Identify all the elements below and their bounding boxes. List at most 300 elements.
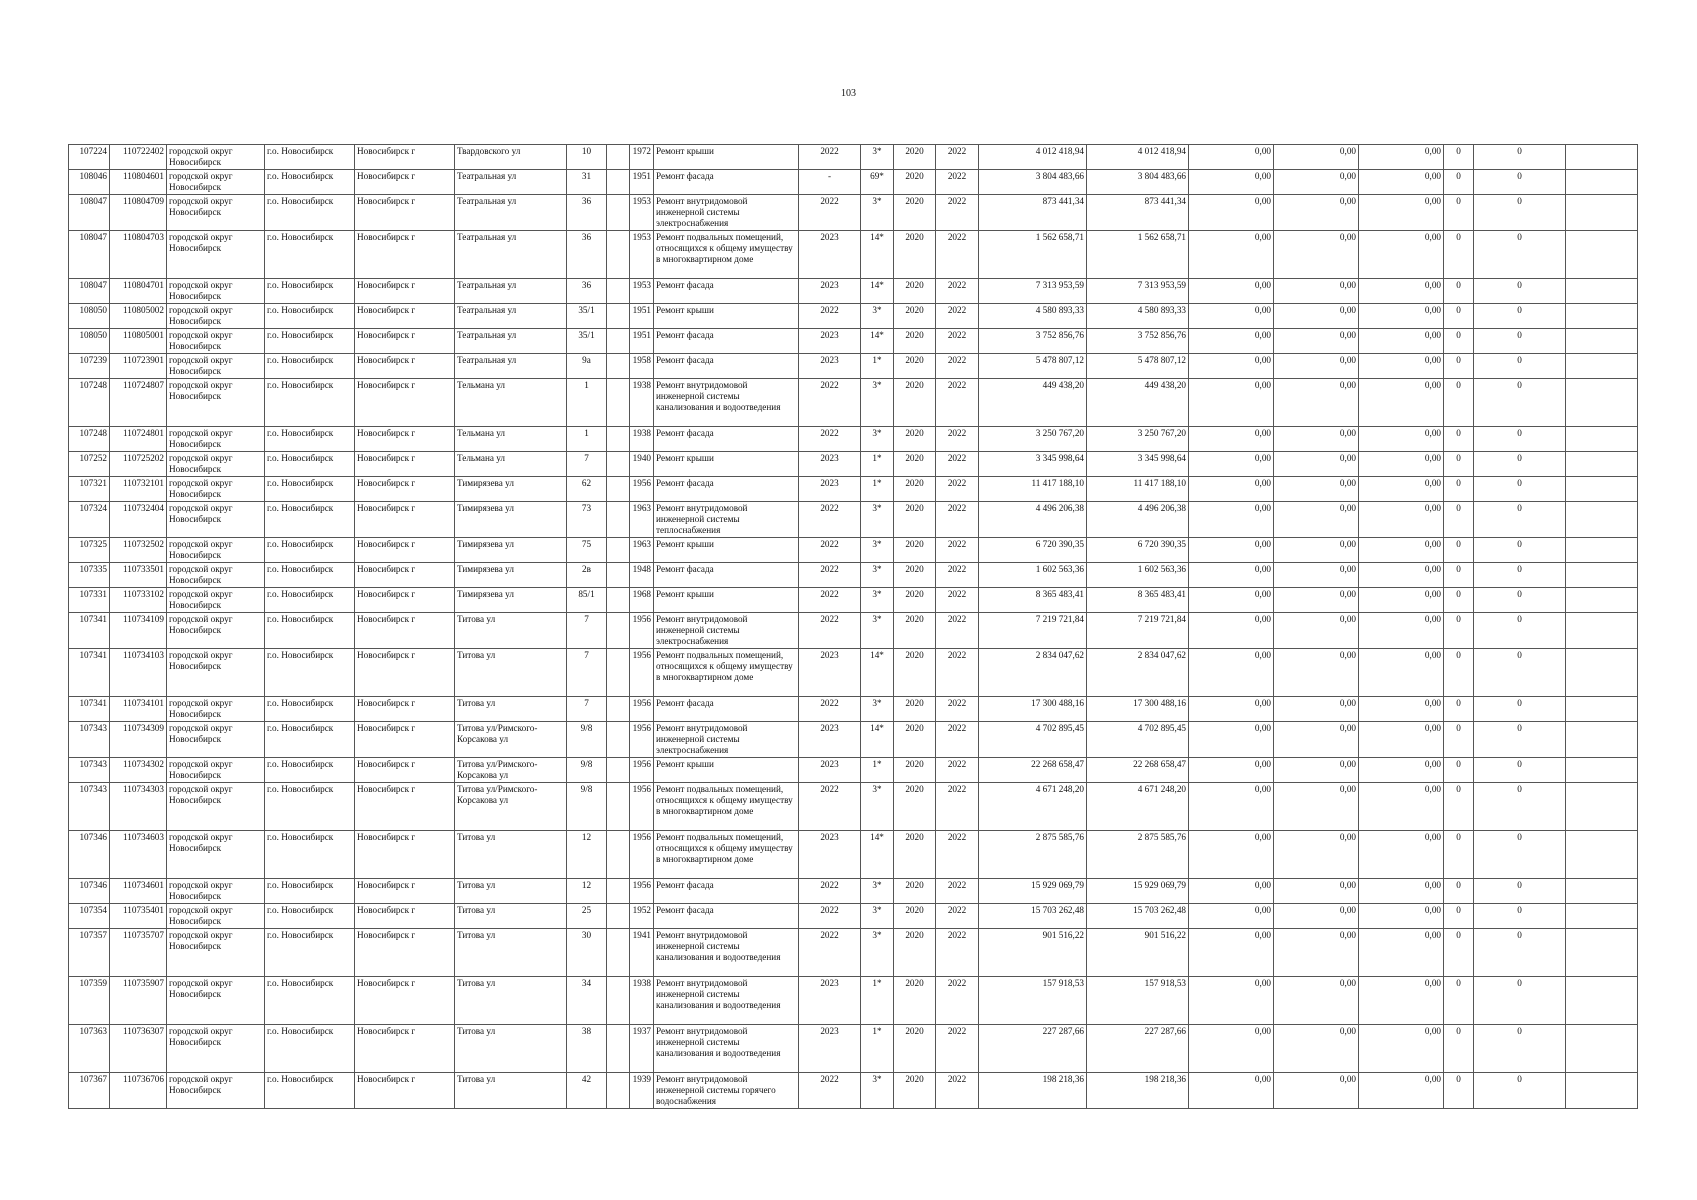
row-city: Новосибирск г (355, 831, 455, 879)
row-n1: 0 (1444, 904, 1474, 929)
row-code: 110804601 (110, 170, 167, 195)
row-code: 110724801 (110, 427, 167, 452)
row-go: г.о. Новосибирск (265, 145, 355, 170)
row-street: Театральная ул (455, 170, 567, 195)
row-build-year: 1939 (630, 1073, 654, 1109)
row-city: Новосибирск г (355, 1073, 455, 1109)
page-number: 103 (841, 88, 856, 99)
row-cost-total: 901 516,22 (1087, 929, 1189, 977)
row-fund-1: 0,00 (1189, 538, 1274, 563)
row-cost: 4 702 895,45 (979, 722, 1087, 758)
table-row (69, 649, 1638, 697)
row-fund-2: 0,00 (1274, 379, 1359, 427)
row-n1: 0 (1444, 1025, 1474, 1073)
row-fund-2: 0,00 (1274, 1025, 1359, 1073)
row-house: 12 (567, 831, 607, 879)
row-empty-last (1566, 145, 1638, 170)
row-plan-year: 2022 (799, 427, 861, 452)
row-n1: 0 (1444, 722, 1474, 758)
row-house: 36 (567, 279, 607, 304)
row-empty-last (1566, 354, 1638, 379)
row-empty (607, 477, 630, 502)
row-year-start: 2020 (894, 831, 936, 879)
row-street: Титова ул (455, 613, 567, 649)
row-empty-last (1566, 477, 1638, 502)
row-build-year: 1938 (630, 379, 654, 427)
row-build-year: 1972 (630, 145, 654, 170)
row-n2: 0 (1474, 379, 1566, 427)
row-go: г.о. Новосибирск (265, 304, 355, 329)
row-go: г.о. Новосибирск (265, 427, 355, 452)
row-okrug: городской округ Новосибирск (167, 613, 265, 649)
row-city: Новосибирск г (355, 231, 455, 279)
row-work-type: Ремонт фасада (654, 170, 799, 195)
row-risk: 3* (861, 613, 894, 649)
row-cost: 17 300 488,16 (979, 697, 1087, 722)
row-empty (607, 502, 630, 538)
row-go: г.о. Новосибирск (265, 502, 355, 538)
row-fund-2: 0,00 (1274, 279, 1359, 304)
row-risk: 14* (861, 831, 894, 879)
row-id: 107341 (69, 613, 110, 649)
row-cost-total: 4 580 893,33 (1087, 304, 1189, 329)
row-id: 107357 (69, 929, 110, 977)
row-id: 108047 (69, 195, 110, 231)
row-fund-2: 0,00 (1274, 329, 1359, 354)
row-fund-3: 0,00 (1359, 427, 1444, 452)
row-street: Титова ул (455, 879, 567, 904)
row-street: Тимирязева ул (455, 477, 567, 502)
row-n1: 0 (1444, 477, 1474, 502)
row-street: Титова ул (455, 1073, 567, 1109)
row-n2: 0 (1474, 502, 1566, 538)
row-year-start: 2020 (894, 195, 936, 231)
row-fund-3: 0,00 (1359, 613, 1444, 649)
row-city: Новосибирск г (355, 879, 455, 904)
row-empty (607, 563, 630, 588)
row-go: г.о. Новосибирск (265, 195, 355, 231)
table-row (69, 170, 1638, 195)
row-empty-last (1566, 613, 1638, 649)
row-okrug: городской округ Новосибирск (167, 379, 265, 427)
row-code: 110722402 (110, 145, 167, 170)
row-fund-1: 0,00 (1189, 879, 1274, 904)
row-empty (607, 1025, 630, 1073)
row-go: г.о. Новосибирск (265, 588, 355, 613)
table-row (69, 904, 1638, 929)
row-cost: 3 250 767,20 (979, 427, 1087, 452)
row-okrug: городской округ Новосибирск (167, 170, 265, 195)
register-rows (69, 145, 1638, 1109)
row-city: Новосибирск г (355, 354, 455, 379)
row-cost-total: 5 478 807,12 (1087, 354, 1189, 379)
row-risk: 3* (861, 904, 894, 929)
row-cost: 157 918,53 (979, 977, 1087, 1025)
row-empty (607, 279, 630, 304)
row-code: 110733501 (110, 563, 167, 588)
row-risk: 1* (861, 452, 894, 477)
row-go: г.о. Новосибирск (265, 1073, 355, 1109)
row-fund-3: 0,00 (1359, 758, 1444, 783)
row-empty (607, 613, 630, 649)
row-year-end: 2022 (936, 145, 979, 170)
row-fund-1: 0,00 (1189, 613, 1274, 649)
row-work-type: Ремонт крыши (654, 452, 799, 477)
row-fund-1: 0,00 (1189, 354, 1274, 379)
row-n2: 0 (1474, 929, 1566, 977)
row-build-year: 1956 (630, 831, 654, 879)
row-work-type: Ремонт подвальных помещений, относящихся к общему имуществу в многоквартирном доме (654, 231, 799, 279)
row-work-type: Ремонт внутридомовой инженерной системы канализования и водоотведения (654, 929, 799, 977)
row-cost-total: 4 496 206,38 (1087, 502, 1189, 538)
row-risk: 14* (861, 329, 894, 354)
row-n1: 0 (1444, 1073, 1474, 1109)
row-fund-2: 0,00 (1274, 588, 1359, 613)
row-risk: 3* (861, 929, 894, 977)
row-cost: 2 834 047,62 (979, 649, 1087, 697)
row-empty-last (1566, 279, 1638, 304)
row-build-year: 1968 (630, 588, 654, 613)
row-id: 107354 (69, 904, 110, 929)
row-n1: 0 (1444, 170, 1474, 195)
row-city: Новосибирск г (355, 977, 455, 1025)
row-fund-1: 0,00 (1189, 231, 1274, 279)
row-city: Новосибирск г (355, 538, 455, 563)
row-n2: 0 (1474, 649, 1566, 697)
row-year-start: 2020 (894, 783, 936, 831)
row-work-type: Ремонт фасада (654, 879, 799, 904)
row-plan-year: 2022 (799, 379, 861, 427)
row-house: 34 (567, 977, 607, 1025)
row-empty (607, 379, 630, 427)
row-fund-1: 0,00 (1189, 722, 1274, 758)
row-street: Тельмана ул (455, 427, 567, 452)
row-n1: 0 (1444, 145, 1474, 170)
row-street: Титова ул/Римского-Корсакова ул (455, 722, 567, 758)
row-city: Новосибирск г (355, 195, 455, 231)
row-empty (607, 427, 630, 452)
row-okrug: городской округ Новосибирск (167, 231, 265, 279)
row-okrug: городской округ Новосибирск (167, 722, 265, 758)
row-n1: 0 (1444, 783, 1474, 831)
row-cost-total: 6 720 390,35 (1087, 538, 1189, 563)
row-fund-1: 0,00 (1189, 1025, 1274, 1073)
row-fund-2: 0,00 (1274, 649, 1359, 697)
row-street: Театральная ул (455, 279, 567, 304)
row-year-end: 2022 (936, 354, 979, 379)
row-year-start: 2020 (894, 145, 936, 170)
row-year-start: 2020 (894, 538, 936, 563)
row-code: 110734109 (110, 613, 167, 649)
row-fund-1: 0,00 (1189, 831, 1274, 879)
row-city: Новосибирск г (355, 477, 455, 502)
row-fund-3: 0,00 (1359, 502, 1444, 538)
row-okrug: городской округ Новосибирск (167, 145, 265, 170)
row-plan-year: 2023 (799, 231, 861, 279)
row-year-start: 2020 (894, 649, 936, 697)
table-row (69, 929, 1638, 977)
row-house: 1 (567, 379, 607, 427)
row-year-end: 2022 (936, 783, 979, 831)
row-build-year: 1952 (630, 904, 654, 929)
row-empty (607, 145, 630, 170)
row-fund-1: 0,00 (1189, 279, 1274, 304)
row-empty (607, 195, 630, 231)
row-empty-last (1566, 1073, 1638, 1109)
row-fund-1: 0,00 (1189, 588, 1274, 613)
row-city: Новосибирск г (355, 904, 455, 929)
row-cost-total: 7 219 721,84 (1087, 613, 1189, 649)
row-cost-total: 7 313 953,59 (1087, 279, 1189, 304)
row-fund-3: 0,00 (1359, 329, 1444, 354)
row-build-year: 1938 (630, 977, 654, 1025)
row-id: 107248 (69, 427, 110, 452)
row-empty-last (1566, 929, 1638, 977)
table-row (69, 831, 1638, 879)
row-work-type: Ремонт фасада (654, 427, 799, 452)
row-cost: 3 752 856,76 (979, 329, 1087, 354)
row-cost: 1 602 563,36 (979, 563, 1087, 588)
row-n2: 0 (1474, 329, 1566, 354)
row-id: 107224 (69, 145, 110, 170)
row-year-start: 2020 (894, 304, 936, 329)
row-empty (607, 304, 630, 329)
row-build-year: 1951 (630, 304, 654, 329)
row-plan-year: 2023 (799, 354, 861, 379)
row-year-end: 2022 (936, 879, 979, 904)
table-row (69, 697, 1638, 722)
row-go: г.о. Новосибирск (265, 879, 355, 904)
row-code: 110736307 (110, 1025, 167, 1073)
row-empty-last (1566, 304, 1638, 329)
row-plan-year: 2023 (799, 279, 861, 304)
row-fund-1: 0,00 (1189, 452, 1274, 477)
row-risk: 1* (861, 354, 894, 379)
row-cost: 449 438,20 (979, 379, 1087, 427)
table-row (69, 563, 1638, 588)
row-work-type: Ремонт крыши (654, 538, 799, 563)
row-n1: 0 (1444, 279, 1474, 304)
row-house: 38 (567, 1025, 607, 1073)
row-risk: 14* (861, 649, 894, 697)
row-fund-2: 0,00 (1274, 563, 1359, 588)
row-cost-total: 3 345 998,64 (1087, 452, 1189, 477)
row-year-start: 2020 (894, 879, 936, 904)
row-empty-last (1566, 1025, 1638, 1073)
row-build-year: 1938 (630, 427, 654, 452)
row-id: 107367 (69, 1073, 110, 1109)
row-work-type: Ремонт фасада (654, 279, 799, 304)
row-code: 110734101 (110, 697, 167, 722)
row-go: г.о. Новосибирск (265, 329, 355, 354)
row-house: 62 (567, 477, 607, 502)
row-id: 108050 (69, 329, 110, 354)
row-plan-year: 2022 (799, 613, 861, 649)
row-empty (607, 231, 630, 279)
row-empty (607, 831, 630, 879)
row-empty-last (1566, 427, 1638, 452)
row-go: г.о. Новосибирск (265, 758, 355, 783)
row-id: 107341 (69, 697, 110, 722)
row-work-type: Ремонт крыши (654, 588, 799, 613)
row-okrug: городской округ Новосибирск (167, 1025, 265, 1073)
row-plan-year: 2022 (799, 929, 861, 977)
row-fund-2: 0,00 (1274, 697, 1359, 722)
row-id: 107346 (69, 879, 110, 904)
row-fund-2: 0,00 (1274, 758, 1359, 783)
row-year-end: 2022 (936, 697, 979, 722)
row-fund-1: 0,00 (1189, 329, 1274, 354)
row-house: 73 (567, 502, 607, 538)
row-id: 107346 (69, 831, 110, 879)
row-plan-year: 2023 (799, 477, 861, 502)
row-city: Новосибирск г (355, 502, 455, 538)
table-row (69, 279, 1638, 304)
row-city: Новосибирск г (355, 452, 455, 477)
row-cost: 4 671 248,20 (979, 783, 1087, 831)
row-year-start: 2020 (894, 170, 936, 195)
row-id: 107239 (69, 354, 110, 379)
row-id: 108047 (69, 231, 110, 279)
row-cost: 8 365 483,41 (979, 588, 1087, 613)
row-code: 110805002 (110, 304, 167, 329)
row-empty (607, 977, 630, 1025)
row-year-end: 2022 (936, 722, 979, 758)
row-house: 35/1 (567, 329, 607, 354)
row-n2: 0 (1474, 1073, 1566, 1109)
row-code: 110732101 (110, 477, 167, 502)
row-street: Тимирязева ул (455, 502, 567, 538)
row-street: Тимирязева ул (455, 588, 567, 613)
row-n2: 0 (1474, 758, 1566, 783)
row-fund-3: 0,00 (1359, 904, 1444, 929)
row-plan-year: 2023 (799, 1025, 861, 1073)
row-n2: 0 (1474, 477, 1566, 502)
row-n2: 0 (1474, 613, 1566, 649)
row-n1: 0 (1444, 977, 1474, 1025)
row-city: Новосибирск г (355, 427, 455, 452)
row-build-year: 1948 (630, 563, 654, 588)
row-okrug: городской округ Новосибирск (167, 538, 265, 563)
row-n1: 0 (1444, 649, 1474, 697)
row-plan-year: - (799, 170, 861, 195)
row-n2: 0 (1474, 145, 1566, 170)
row-fund-1: 0,00 (1189, 477, 1274, 502)
row-city: Новосибирск г (355, 304, 455, 329)
row-go: г.о. Новосибирск (265, 722, 355, 758)
row-fund-3: 0,00 (1359, 231, 1444, 279)
row-fund-1: 0,00 (1189, 904, 1274, 929)
row-year-end: 2022 (936, 329, 979, 354)
row-house: 31 (567, 170, 607, 195)
row-okrug: городской округ Новосибирск (167, 354, 265, 379)
row-id: 107248 (69, 379, 110, 427)
row-build-year: 1956 (630, 879, 654, 904)
row-cost-total: 4 012 418,94 (1087, 145, 1189, 170)
row-risk: 1* (861, 1025, 894, 1073)
row-plan-year: 2023 (799, 452, 861, 477)
row-build-year: 1958 (630, 354, 654, 379)
row-street: Титова ул (455, 831, 567, 879)
table-row (69, 758, 1638, 783)
row-work-type: Ремонт подвальных помещений, относящихся к общему имуществу в многоквартирном доме (654, 783, 799, 831)
row-fund-3: 0,00 (1359, 1025, 1444, 1073)
row-fund-2: 0,00 (1274, 231, 1359, 279)
row-street: Титова ул (455, 697, 567, 722)
row-n2: 0 (1474, 279, 1566, 304)
row-cost-total: 2 834 047,62 (1087, 649, 1189, 697)
row-fund-1: 0,00 (1189, 304, 1274, 329)
row-work-type: Ремонт фасада (654, 329, 799, 354)
row-house: 7 (567, 613, 607, 649)
row-cost: 4 580 893,33 (979, 304, 1087, 329)
row-house: 10 (567, 145, 607, 170)
row-id: 107343 (69, 783, 110, 831)
row-cost-total: 15 929 069,79 (1087, 879, 1189, 904)
row-fund-3: 0,00 (1359, 563, 1444, 588)
row-id: 108047 (69, 279, 110, 304)
row-house: 7 (567, 649, 607, 697)
row-fund-3: 0,00 (1359, 477, 1444, 502)
row-fund-3: 0,00 (1359, 783, 1444, 831)
row-n2: 0 (1474, 538, 1566, 563)
row-n1: 0 (1444, 427, 1474, 452)
row-empty-last (1566, 502, 1638, 538)
row-code: 110734309 (110, 722, 167, 758)
row-okrug: городской округ Новосибирск (167, 977, 265, 1025)
table-row (69, 588, 1638, 613)
row-code: 110804701 (110, 279, 167, 304)
row-empty-last (1566, 904, 1638, 929)
row-cost: 11 417 188,10 (979, 477, 1087, 502)
row-empty-last (1566, 563, 1638, 588)
row-empty (607, 354, 630, 379)
row-cost-total: 2 875 585,76 (1087, 831, 1189, 879)
row-fund-1: 0,00 (1189, 145, 1274, 170)
row-n2: 0 (1474, 697, 1566, 722)
row-city: Новосибирск г (355, 697, 455, 722)
row-fund-2: 0,00 (1274, 304, 1359, 329)
row-city: Новосибирск г (355, 1025, 455, 1073)
row-build-year: 1956 (630, 477, 654, 502)
row-street: Титова ул/Римского-Корсакова ул (455, 783, 567, 831)
row-code: 110734303 (110, 783, 167, 831)
row-work-type: Ремонт внутридомовой инженерной системы горячего водоснабжения (654, 1073, 799, 1109)
row-street: Театральная ул (455, 231, 567, 279)
row-year-end: 2022 (936, 502, 979, 538)
row-fund-2: 0,00 (1274, 538, 1359, 563)
row-cost: 4 012 418,94 (979, 145, 1087, 170)
row-cost-total: 15 703 262,48 (1087, 904, 1189, 929)
row-house: 9а (567, 354, 607, 379)
row-year-end: 2022 (936, 170, 979, 195)
row-plan-year: 2022 (799, 904, 861, 929)
row-cost-total: 17 300 488,16 (1087, 697, 1189, 722)
row-id: 107343 (69, 758, 110, 783)
row-fund-3: 0,00 (1359, 538, 1444, 563)
row-fund-2: 0,00 (1274, 722, 1359, 758)
row-work-type: Ремонт подвальных помещений, относящихся к общему имуществу в многоквартирном доме (654, 649, 799, 697)
row-cost: 3 345 998,64 (979, 452, 1087, 477)
row-code: 110734601 (110, 879, 167, 904)
row-house: 2в (567, 563, 607, 588)
row-plan-year: 2023 (799, 722, 861, 758)
row-id: 108050 (69, 304, 110, 329)
row-plan-year: 2022 (799, 304, 861, 329)
row-fund-3: 0,00 (1359, 1073, 1444, 1109)
row-street: Титова ул (455, 1025, 567, 1073)
row-build-year: 1956 (630, 758, 654, 783)
